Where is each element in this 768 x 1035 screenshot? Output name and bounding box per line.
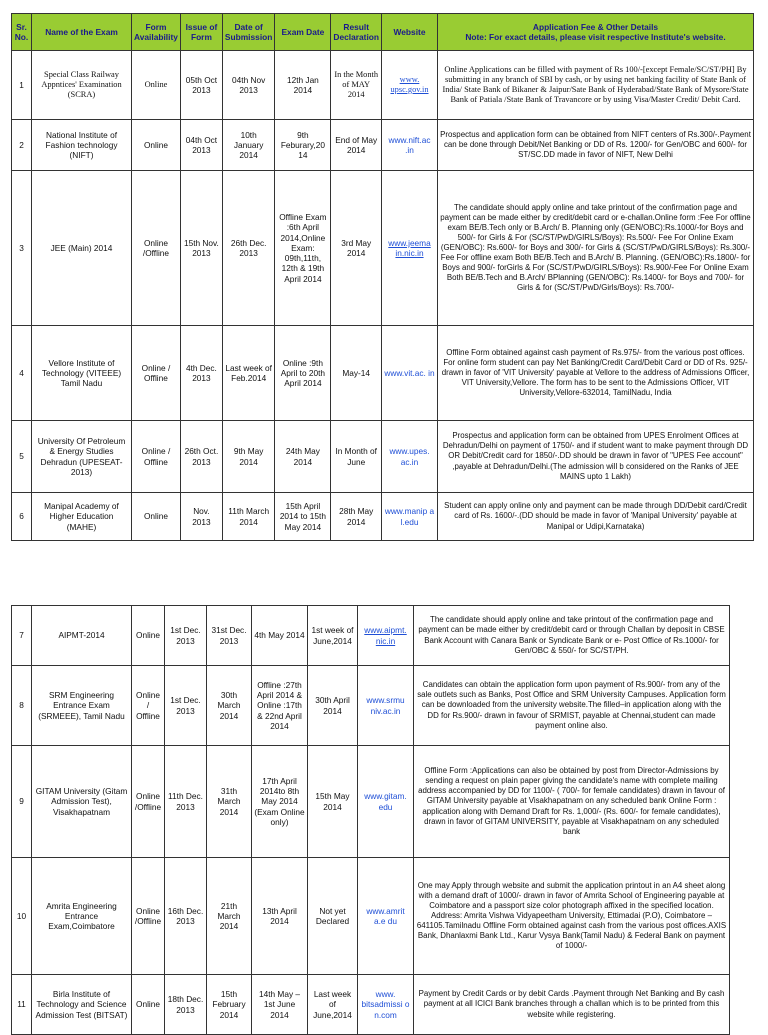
cell-issue: 15th Nov. 2013 bbox=[180, 171, 222, 326]
cell-fee-details: The candidate should apply online and take printout of the confirmation page and payment can be made either by credit/debit card or e-challan.Online form :Fee For offline exam BE/B.Tech only or B.Arch/ B. Planning only (GEN/OBC):Rs.1000/-for Boys and 500/- for Girls & For (SC/ST/PwD/GIRLS/Boys): Rs.500/- Fee For Online Exam (GEN/OBC): Rs.600/- for Boys and 300/- for Girls & (SC/ST/PwD/GIRLS/Boys): Rs.300/- Fee For offline exam Both BE/B.Tech and B.Arch/ B. Planning. (GEN/OBC):Rs.1800/- for Boys and 900/- forGirls & For (SC/ST/PwD/GIRLS/Boys): Rs.900/-Fee For Online Exam Both BE/B.Tech and B.Arch/ BPlanning (GEN/OBC): Rs.1400/- for Boys and 700/- for Girls & for (SC/ST/PwD/Girls/Boys): Rs.700/- bbox=[438, 171, 754, 326]
header-issue: Issue of Form bbox=[180, 14, 222, 51]
cell-issue: 18th Dec. 2013 bbox=[165, 975, 207, 1035]
cell-exam-name: JEE (Main) 2014 bbox=[32, 171, 132, 326]
cell-exam-date: 15th April 2014 to 15th May 2014 bbox=[275, 493, 331, 541]
cell-exam-name: Vellore Institute of Technology (VITEEE) Tamil Nadu bbox=[32, 326, 132, 421]
cell-form-availability: Online /Offline bbox=[132, 858, 165, 975]
cell-result: End of May 2014 bbox=[331, 120, 382, 171]
cell-submission: 11th March 2014 bbox=[222, 493, 274, 541]
cell-result: 30th April 2014 bbox=[308, 666, 358, 746]
cell-fee-details: Prospectus and application form can be obtained from NIFT centers of Rs.300/-.Payment can be done through Debit/Net Banking or DD of Rs. 1200/- for Gen/OBC and 600/- for ST/SC.DD made in favor of NIFT, New Delhi bbox=[438, 120, 754, 171]
cell-exam-name: National Institute of Fashion technology (NIFT) bbox=[32, 120, 132, 171]
website-link[interactable]: www.nift.ac .in bbox=[388, 134, 431, 155]
cell-result: 15th May 2014 bbox=[308, 746, 358, 858]
cell-issue: 4th Dec. 2013 bbox=[180, 326, 222, 421]
website-link[interactable]: www.upes. ac.in bbox=[389, 446, 430, 467]
table-row bbox=[12, 493, 754, 541]
cell-form-availability: Online / Offline bbox=[132, 326, 181, 421]
cell-exam-name: SRM Engineering Entrance Exam (SRMEEE), Tamil Nadu bbox=[32, 666, 132, 746]
cell-exam-date: Offline :27th April 2014 & Online :17th & 22nd April 2014 bbox=[252, 666, 308, 746]
table-row bbox=[12, 421, 754, 493]
header-row bbox=[12, 14, 754, 51]
cell-sr: 2 bbox=[12, 120, 32, 171]
exam-table-1 bbox=[11, 13, 754, 541]
cell-fee-details: The candidate should apply online and take printout of the confirmation page and payment can be made either by credit/debit card or through Challan by deposit in CBSE Bank Account with Canara Bank or Syndicate Bank or e- Post Office of Rs.1000/- for Gen/OBC & 550/- for SC/ST/PH. bbox=[414, 606, 730, 666]
cell-submission: 15th February 2014 bbox=[207, 975, 252, 1035]
cell-exam-name: Special Class Railway Appntices' Examination (SCRA) bbox=[32, 51, 132, 120]
cell-submission: 31th March 2014 bbox=[207, 746, 252, 858]
table-row bbox=[12, 171, 754, 326]
cell-exam-date: Offline Exam :6th April 2014,Online Exam: 09th,11th, 12th & 19th April 2014 bbox=[275, 171, 331, 326]
cell-form-availability: Online /Offline bbox=[132, 171, 181, 326]
cell-exam-name: AIPMT-2014 bbox=[32, 606, 132, 666]
cell-sr: 8 bbox=[12, 666, 32, 746]
table-row bbox=[12, 666, 730, 746]
header-result: Result Declaration bbox=[331, 14, 382, 51]
cell-issue: Nov. 2013 bbox=[180, 493, 222, 541]
cell-exam-date: 14th May – 1st June 2014 bbox=[252, 975, 308, 1035]
cell-submission: 26th Dec. 2013 bbox=[222, 171, 274, 326]
table-row bbox=[12, 975, 730, 1035]
cell-fee-details: One may Apply through website and submit the application printout in an A4 sheet along with a demand draft of 1000/- drawn in favor of Amrita School of Engineering payable at Coimbatore and a passport size color photograph affixed in the specified location. Address: Amrita Vishwa Vidyapeetham University, Ettimadai (P.O), Coimbatore – 641105.Tamilnadu Offline Form obtained against cash from the various post offices.AXIS Bank, Dhanlaxmi Bank Ltd., Karur Vysya Bank(Tamil Nadu) & Federal Bank on payment of 1000/- bbox=[414, 858, 730, 975]
cell-result: Last week of June,2014 bbox=[308, 975, 358, 1035]
table-row bbox=[12, 746, 730, 858]
cell-issue: 26th Oct. 2013 bbox=[180, 421, 222, 493]
cell-result: In the Month of MAY 2014 bbox=[331, 51, 382, 120]
cell-sr: 10 bbox=[12, 858, 32, 975]
website-link[interactable]: www.manip a l.edu bbox=[384, 506, 435, 527]
cell-fee-details: Offline Form :Applications can also be obtained by post from Director-Admissions by sending a request on plain paper giving the candidate's name with complete mailing address accompanied by DD for 1100/- ( 700/- for female candidates) drawn in favour of GITAM University payable at Visakhapatnam on any scheduled bank Online Form : application along with Demand Draft for Rs. 1,000/- (Rs. 600/- for female candidates), drawn in favor of GITAM UNIVERSITY, payable at Visakhapatnam on any scheduled bank bbox=[414, 746, 730, 858]
cell-submission: 04th Nov 2013 bbox=[222, 51, 274, 120]
cell-sr: 11 bbox=[12, 975, 32, 1035]
table-row bbox=[12, 51, 754, 120]
cell-form-availability: Online bbox=[132, 493, 181, 541]
cell-exam-name: Birla Institute of Technology and Science Admission Test (BITSAT) bbox=[32, 975, 132, 1035]
cell-issue: 04th Oct 2013 bbox=[180, 120, 222, 171]
table-row bbox=[12, 326, 754, 421]
website-link[interactable]: www.gitam. edu bbox=[364, 791, 407, 812]
cell-form-availability: Online bbox=[132, 120, 181, 171]
cell-fee-details: Candidates can obtain the application form upon payment of Rs.900/- from any of the sale outlets such as Banks, Post Office and SRM University Campuses. Application form can be downloaded from the university website.The filled–in application along with the DD for Rs.900/- drawn in favour of SRMIST, payable at Chennai,student can made payment online also. bbox=[414, 666, 730, 746]
cell-sr: 7 bbox=[12, 606, 32, 666]
cell-form-availability: Online / Offline bbox=[132, 421, 181, 493]
cell-exam-date: 9th Feburary,20 14 bbox=[275, 120, 331, 171]
cell-fee-details: Student can apply online only and payment can be made through DD/Debit card/Credit card of Rs. 1600/-.(DD should be made in favor of 'Manipal University' payable at Manipal or Udipi,Karnataka) bbox=[438, 493, 754, 541]
cell-form-availability: Online bbox=[132, 51, 181, 120]
cell-issue: 1st Dec. 2013 bbox=[165, 606, 207, 666]
website-link[interactable]: www.vit.ac. in bbox=[384, 367, 435, 378]
cell-sr: 5 bbox=[12, 421, 32, 493]
cell-form-availability: Online bbox=[132, 606, 165, 666]
cell-exam-date: 12th Jan 2014 bbox=[275, 51, 331, 120]
cell-result: 3rd May 2014 bbox=[331, 171, 382, 326]
cell-sr: 4 bbox=[12, 326, 32, 421]
cell-submission: 31st Dec. 2013 bbox=[207, 606, 252, 666]
header-submission: Date of Submission bbox=[222, 14, 274, 51]
cell-result: In Month of June bbox=[331, 421, 382, 493]
header-fee-note: Note: For exact details, please visit respective Institute's website. bbox=[465, 32, 726, 42]
cell-fee-details: Payment by Credit Cards or by debit Cards .Payment through Net Banking and By cash payment at all ICICI Bank branches through a challan which is to be printed from this website while registering. bbox=[414, 975, 730, 1035]
cell-submission: 10th January 2014 bbox=[222, 120, 274, 171]
cell-form-availability: Online / Offline bbox=[132, 666, 165, 746]
cell-exam-date: 24th May 2014 bbox=[275, 421, 331, 493]
cell-form-availability: Online /Offline bbox=[132, 746, 165, 858]
cell-issue: 16th Dec. 2013 bbox=[165, 858, 207, 975]
cell-sr: 1 bbox=[12, 51, 32, 120]
website-link[interactable]: www.srmu niv.ac.in bbox=[366, 695, 405, 716]
cell-issue: 11th Dec. 2013 bbox=[165, 746, 207, 858]
cell-exam-date: 13th April 2014 bbox=[252, 858, 308, 975]
cell-issue: 05th Oct 2013 bbox=[180, 51, 222, 120]
cell-submission: 21th March 2014 bbox=[207, 858, 252, 975]
header-fee-title: Application Fee & Other Details bbox=[532, 22, 659, 32]
cell-sr: 3 bbox=[12, 171, 32, 326]
cell-exam-date: 4th May 2014 bbox=[252, 606, 308, 666]
cell-result: 1st week of June,2014 bbox=[308, 606, 358, 666]
website-link[interactable]: www.aipmt. nic.in bbox=[364, 625, 407, 646]
cell-exam-name: Manipal Academy of Higher Education (MAHE) bbox=[32, 493, 132, 541]
cell-sr: 9 bbox=[12, 746, 32, 858]
header-exam-date: Exam Date bbox=[275, 14, 331, 51]
cell-result: Not yet Declared bbox=[308, 858, 358, 975]
cell-exam-name: GITAM University (Gitam Admission Test), Visakhapatnam bbox=[32, 746, 132, 858]
website-link[interactable]: www. upsc.gov.in bbox=[390, 74, 429, 94]
cell-submission: 9th May 2014 bbox=[222, 421, 274, 493]
website-link[interactable]: www. bitsadmissi o n.com bbox=[361, 989, 410, 1020]
table-row bbox=[12, 606, 730, 666]
cell-result: 28th May 2014 bbox=[331, 493, 382, 541]
cell-exam-date: Online :9th April to 20th April 2014 bbox=[275, 326, 331, 421]
cell-result: May-14 bbox=[331, 326, 382, 421]
header-name: Name of the Exam bbox=[32, 14, 132, 51]
cell-exam-name: University Of Petroleum & Energy Studies Dehradun (UPESEAT-2013) bbox=[32, 421, 132, 493]
cell-fee-details: Prospectus and application form can be obtained from UPES Enrolment Offices at Dehradun/Delhi on payment of 1750/- and if student want to make payment through DD OR Debit/Credit card for 1850/-.DD should be drawn in favor of "UPES Fee account" ,payable at Dehradun/Delhi.(The admission will b considered on the Ranks of JEE MAINS upto 1 Lakh) bbox=[438, 421, 754, 493]
website-link[interactable]: www.jeema in.nic.in bbox=[388, 237, 431, 258]
website-link[interactable]: www.amrit a.e du bbox=[366, 905, 405, 926]
cell-form-availability: Online bbox=[132, 975, 165, 1035]
header-sr: Sr. No. bbox=[12, 14, 32, 51]
cell-submission: Last week of Feb.2014 bbox=[222, 326, 274, 421]
header-fee-details bbox=[438, 14, 754, 51]
header-website: Website bbox=[382, 14, 438, 51]
cell-exam-name: Amrita Engineering Entrance Exam,Coimbatore bbox=[32, 858, 132, 975]
cell-submission: 30th March 2014 bbox=[207, 666, 252, 746]
cell-exam-date: 17th April 2014to 8th May 2014 (Exam Online only) bbox=[252, 746, 308, 858]
cell-fee-details: Offline Form obtained against cash payment of Rs.975/- from the various post offices. For online form student can pay Net Banking/Credit Card/Debit Card or DD of Rs. 925/- drawn in favor of 'VIT University' payable at Vellore to the address of Admissions Officer, VIT University,Vellore. The form has to be sent to the Admissions Officer, VIT University,Vellore-632014, TamilNadu, India bbox=[438, 326, 754, 421]
cell-sr: 6 bbox=[12, 493, 32, 541]
exam-table-2 bbox=[11, 605, 730, 1035]
cell-issue: 1st Dec. 2013 bbox=[165, 666, 207, 746]
table-row bbox=[12, 858, 730, 975]
cell-fee-details: Online Applications can be filled with payment of Rs 100/-[except Female/SC/ST/PH] By submitting in any branch of SBI by cash, or by using net banking facility of State Bank of India/ State Bank of Bikaner & Jaipur/Sate Bank of Hyderabad/State Bank of Mysore/State Bank of Patiala /State Bank of Travancore or by using Visa/Master Credit/ Debit Card. bbox=[438, 51, 754, 120]
table-row bbox=[12, 120, 754, 171]
header-form-availability: Form Availability bbox=[132, 14, 181, 51]
